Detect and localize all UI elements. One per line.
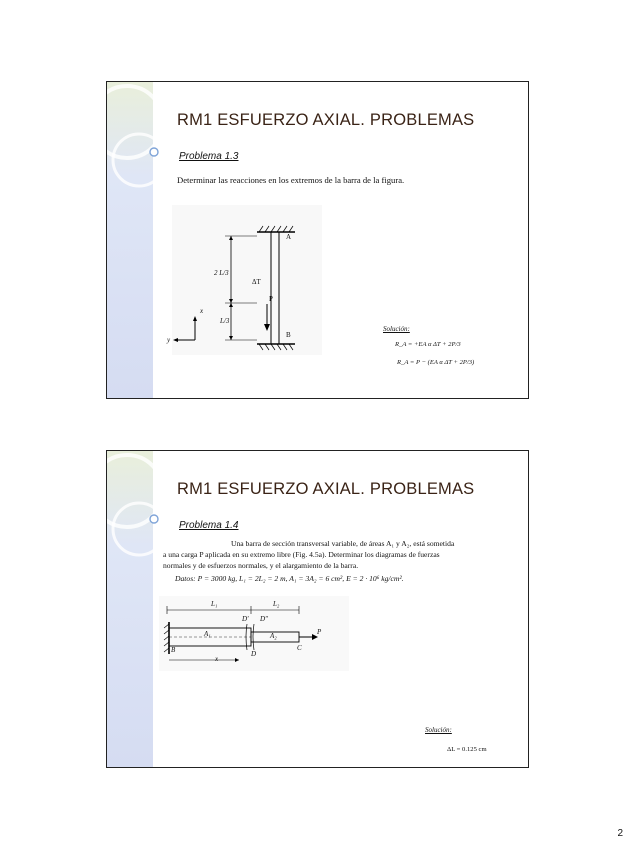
label-A: A <box>286 233 292 241</box>
equation-1: R_A = +EA α ΔT + 2P/3 <box>395 341 461 348</box>
slide-decoration <box>107 82 153 398</box>
slide-title: RM1 ESFUERZO AXIAL. PROBLEMAS <box>177 111 475 129</box>
page-number: 2 <box>617 828 623 839</box>
problem-statement: Determinar las reacciones en los extremos de la barra de la figura. <box>177 175 405 185</box>
label-L2: L₂ <box>273 600 280 608</box>
statement-line-2: a una carga P aplicada en su extremo libre (Fig. 4.5a). Determinar los diagramas de fuerzas <box>163 550 440 559</box>
label-C: C <box>297 644 302 652</box>
slide-problem-1-4 <box>106 450 529 768</box>
solution-label: Solución: <box>425 726 452 734</box>
bar-figure <box>167 200 327 360</box>
statement-line-1: Una barra de sección transversal variable, de áreas A₁ y A₂, está sometida <box>231 539 455 548</box>
label-D-double-prime: D'' <box>260 615 269 623</box>
label-L3: L/3 <box>220 317 230 325</box>
label-2L3: 2 L/3 <box>214 269 229 277</box>
label-D-prime: D' <box>242 615 249 623</box>
given-data: Datos: P = 3000 kg, L₁ = 2L₂ = 2 m, A₁ = 3A₂ = 6 cm², E = 2 · 10⁶ kg/cm². <box>175 574 404 583</box>
answer: ΔL = 0.125 cm <box>447 746 487 753</box>
label-B: B <box>286 331 291 339</box>
statement-line-3: normales y de esfuerzos normales, y el alargamiento de la barra. <box>163 561 359 570</box>
label-delta-T: ΔT <box>252 278 261 286</box>
label-D: D <box>251 650 257 658</box>
label-x: x <box>215 655 219 663</box>
slide-title: RM1 ESFUERZO AXIAL. PROBLEMAS <box>177 480 475 498</box>
label-P: P <box>317 628 322 636</box>
problem-heading: Problema 1.3 <box>179 151 239 162</box>
slide-problem-1-3 <box>106 81 529 399</box>
slide-decoration <box>107 451 153 767</box>
axis-x-label: x <box>200 307 204 315</box>
label-A1: A₁ <box>204 630 211 638</box>
equation-2: R_A = P − (EA α ΔT + 2P/3) <box>397 359 475 366</box>
label-A2: A₂ <box>270 632 277 640</box>
label-P: P <box>269 295 273 303</box>
problem-heading: Problema 1.4 <box>179 520 239 531</box>
label-B: B <box>171 646 176 654</box>
label-L1: L₁ <box>211 600 218 608</box>
solution-label: Solución: <box>383 325 410 333</box>
axis-y-label: y <box>167 336 171 344</box>
